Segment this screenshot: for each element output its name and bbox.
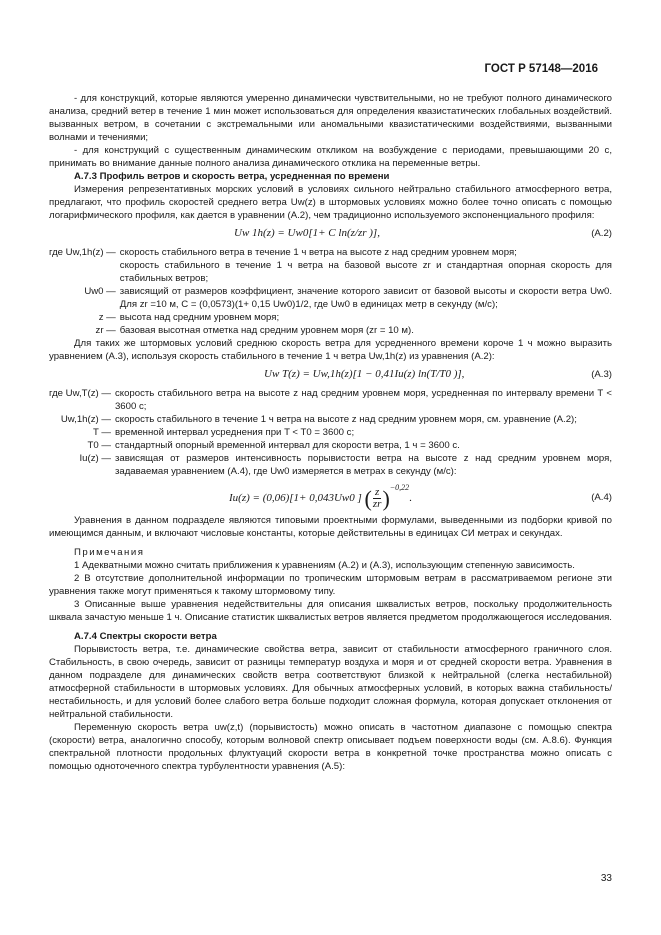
definition-text: скорость стабильного в течение 1 ч ветра на базовой высоте zr и стандартная опорная скорость для стабильных ветров; bbox=[119, 260, 612, 284]
equation-a4-left: Iu(z) = (0,06)[1+ 0,043Uw0 ] bbox=[229, 492, 362, 505]
intro-paragraph-1: - для конструкций, которые являются умеренно динамически чувствительными, но не требуют полного динамического анализа, средний ветер в течение 1 мин может использоваться для определения квазистатических глобальных воздействий. вызванных ветром, в сочетании с экстремальными или аномальными квазистатическими воздействиями, вызванными волнами и течениями; bbox=[49, 93, 612, 143]
definitions-a2 bbox=[49, 246, 612, 337]
notes-title: Примечания bbox=[74, 547, 145, 558]
equation-a3 bbox=[49, 363, 612, 387]
page-body bbox=[49, 92, 612, 773]
definition-term: T0 — bbox=[87, 440, 111, 451]
definitions-a3 bbox=[49, 387, 612, 478]
definition-text: скорость стабильного в течение 1 ч ветра на высоте z над средним уровнем моря, см. уравнение (А.2); bbox=[114, 414, 577, 425]
equation-a4 bbox=[49, 478, 612, 514]
definition-text: стандартный опорный временной интервал для скорости ветра, 1 ч = 3600 с. bbox=[114, 440, 460, 451]
page-number: 33 bbox=[600, 873, 612, 884]
section-a74-paragraph-2: Переменную скорость ветра uw(z,t) (порывистость) можно описать в частотном диапазоне с помощью спектра (скорости) ветра, аналогично способу, которым волновой спектр описывает подъем поверхности воды (см. А.8.6). Функция спектральной плотности продольных флуктуаций скорости ветра в конкретной точке пространства можно описать с помощью одноточечного спектра турбулентности уравнения (А.5): bbox=[49, 722, 612, 772]
note-1: 1 Адекватными можно считать приближения к уравнениям (А.2) и (А.3), использующим степенную зависимость. bbox=[74, 560, 575, 571]
definition-text: скорость стабильного ветра в течение 1 ч ветра на высоте z над средним уровнем моря; bbox=[119, 247, 517, 258]
equation-a3-formula: Uw T(z) = Uw,1h(z)[1 − 0,41Iu(z) ln(T/T0 )], bbox=[264, 368, 465, 380]
definition-text: высота над средним уровнем моря; bbox=[119, 312, 280, 323]
section-a74-heading: А.7.4 Спектры скорости ветра bbox=[74, 631, 217, 642]
note-2: 2 В отсутствие дополнительной информации по тропическим штормовым ветрам в рассматриваемом регионе эти уравнения также могут применяться к такому штормовому типу. bbox=[49, 573, 612, 597]
definition-term: z — bbox=[98, 312, 116, 323]
section-a73-paragraph-3: Уравнения в данном подразделе являются типовыми проектными формулами, выведенными из подборки кривой по имеющимся данным, и включают числовые константы, которые действительны в единицах СИ метрах и секундах. bbox=[49, 515, 612, 539]
equation-a4-denominator: zr bbox=[372, 498, 382, 510]
equation-a2 bbox=[49, 222, 612, 246]
definition-term: где Uw,1h(z) — bbox=[49, 247, 116, 258]
definition-text: скорость стабильного ветра на высоте z над средним уровнем моря, усредненная по интервалу времени T < 3600 с; bbox=[114, 388, 612, 412]
definition-text: базовая высотная отметка над средним уровнем моря (zr = 10 м). bbox=[119, 325, 414, 336]
definition-term: Uw,1h(z) — bbox=[60, 414, 111, 425]
intro-paragraph-2: - для конструкций с существенным динамическим откликом на возбуждение с периодами, превышающими 20 с, принимать во внимание данные полного анализа динамического отклика на переменные ветры. bbox=[49, 145, 612, 169]
equation-a4-fraction bbox=[373, 487, 382, 510]
equation-a4-number: (А.4) bbox=[591, 492, 612, 503]
definition-text: зависящая от размеров интенсивность порывистости ветра на высоте z над средним уровнем моря, задаваемая уравнением (А.4), где Uw0 измеряется в метрах в секунду (м/с): bbox=[114, 453, 612, 477]
equation-a2-formula: Uw 1h(z) = Uw0[1+ C ln(z/zr )], bbox=[234, 227, 380, 239]
document-standard-number: ГОСТ Р 57148—2016 bbox=[484, 63, 598, 75]
definition-term: где Uw,T(z) — bbox=[49, 388, 111, 399]
definition-text: временной интервал усреднения при T < T0 = 3600 с; bbox=[114, 427, 355, 438]
definition-term: zr — bbox=[95, 325, 116, 336]
section-a74-paragraph-1: Порывистость ветра, т.е. динамические свойства ветра, зависит от стабильности атмосферного граничного слоя. Стабильность, в свою очередь, зависит от разницы температур воздуха и моря и от средней скорости ветра. Уравнения в данном подразделе для динамических свойств ветра соответствуют близкой к нейтральной (слегка нестабильной) атмосферной стабильности в штормовых условиях. Для обычных атмосферных условий, в которых важна стабильность/нестабильность, и для условий более слабого ветра больше подходит сложная формула, которая допускает отклонения от нейтральной стабильности. bbox=[49, 644, 612, 720]
equation-a2-number: (А.2) bbox=[591, 228, 612, 239]
equation-a4-numerator: z bbox=[373, 487, 382, 499]
equation-a4-formula: Iu(z) = (0,06)[1+ 0,043Uw0 ] ( $\frac{z}{zr}$ )$^{-0,22}$. bbox=[229, 483, 412, 511]
definition-term: Iu(z) — bbox=[79, 453, 111, 464]
definition-text: зависящий от размеров коэффициент, значение которого зависит от базовой высоты и скорости ветра Uw0. Для zr =10 м, C = (0,0573)(1+ 0,15 Uw0)1/2, где Uw0 в единицах метр в секунду (м/с); bbox=[119, 286, 612, 310]
section-a73-heading: А.7.3 Профиль ветров и скорость ветра, усредненная по времени bbox=[74, 171, 390, 182]
section-a73-paragraph-2: Для таких же штормовых условий среднюю скорость ветра для усредненного времени короче 1 ч можно выразить уравнением (А.3), используя скорость стабильного в течение 1 ч ветра Uw,1h(z) из уравнения (А.2): bbox=[49, 338, 612, 362]
definition-term bbox=[49, 259, 116, 285]
definition-term: T — bbox=[93, 427, 111, 438]
equation-a3-number: (А.3) bbox=[591, 369, 612, 380]
equation-a4-exponent: −0,22 bbox=[389, 483, 410, 493]
note-3: 3 Описанные выше уравнения недействительны для описания шквалистых ветров, поскольку продолжительность шквала зачастую меньше 1 ч. Описание статистик шквалистых ветров является предметом продолжающегося исследования. bbox=[49, 599, 612, 623]
section-a73-paragraph-1: Измерения репрезентативных морских условий в условиях сильного нейтрально стабильного атмосферного ветра, предлагают, что профиль скоростей среднего ветра Uw(z) в штормовых условиях можно более точно описать с помощью логарифмического профиля, как дается в уравнении (А.2), чем традиционно используемого экспоненциального профиля: bbox=[49, 184, 612, 221]
definition-term: Uw0 — bbox=[84, 286, 116, 297]
